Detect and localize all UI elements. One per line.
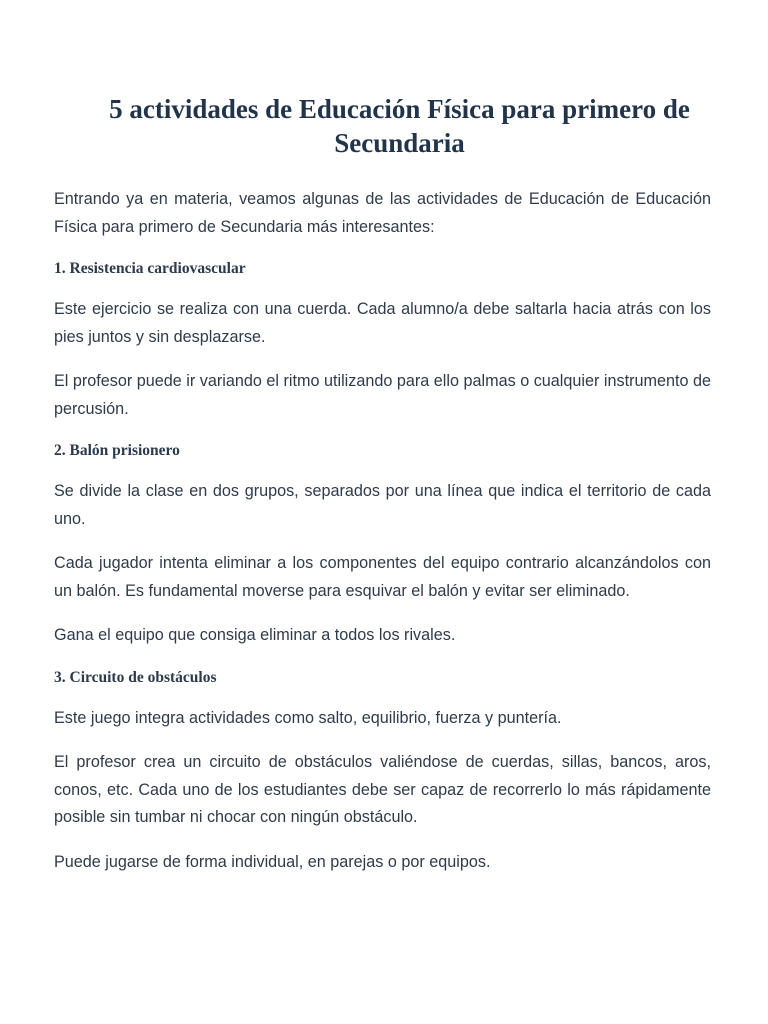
section-paragraph: Cada jugador intenta eliminar a los componentes del equipo contrario alcanzándolos con un balón. Es fundamental moverse para esquivar el balón y evitar ser eliminado. — [54, 554, 711, 600]
section-paragraph: El profesor puede ir variando el ritmo utilizando para ello palmas o cualquier instrumento de percusión. — [54, 372, 711, 418]
section-paragraph: Gana el equipo que consiga eliminar a todos los rivales. — [54, 626, 456, 644]
document-title: 5 actividades de Educación Física para primero de Secundaria — [109, 94, 690, 158]
document-content — [54, 92, 711, 893]
section-paragraph: Este ejercicio se realiza con una cuerda. Cada alumno/a debe saltarla hacia atrás con los pies juntos y sin desplazarse. — [54, 300, 711, 346]
section-circuito-de-obstaculos — [54, 667, 711, 877]
section-heading: 2. Balón prisionero — [54, 442, 180, 459]
section-paragraph: Puede jugarse de forma individual, en parejas o por equipos. — [54, 852, 491, 871]
section-paragraph: Se divide la clase en dos grupos, separados por una línea que indica el territorio de cada uno. — [54, 482, 711, 528]
section-heading: 3. Circuito de obstáculos — [54, 668, 217, 686]
intro-paragraph: Entrando ya en materia, veamos algunas de las actividades de Educación de Educación Física para primero de Secundaria más interesantes: — [54, 190, 711, 236]
section-heading: 1. Resistencia cardiovascular — [54, 260, 246, 277]
section-balon-prisionero — [54, 440, 711, 650]
section-resistencia-cardiovascular — [54, 258, 711, 423]
section-paragraph: Este juego integra actividades como salto, equilibrio, fuerza y puntería. — [54, 708, 562, 727]
section-paragraph: El profesor crea un circuito de obstáculos valiéndose de cuerdas, sillas, bancos, aros, conos, etc. Cada uno de los estudiantes debe ser capaz de recorrerlo lo más rápidamente posible sin tumbar ni chocar con ningún obstáculo. — [54, 753, 711, 826]
